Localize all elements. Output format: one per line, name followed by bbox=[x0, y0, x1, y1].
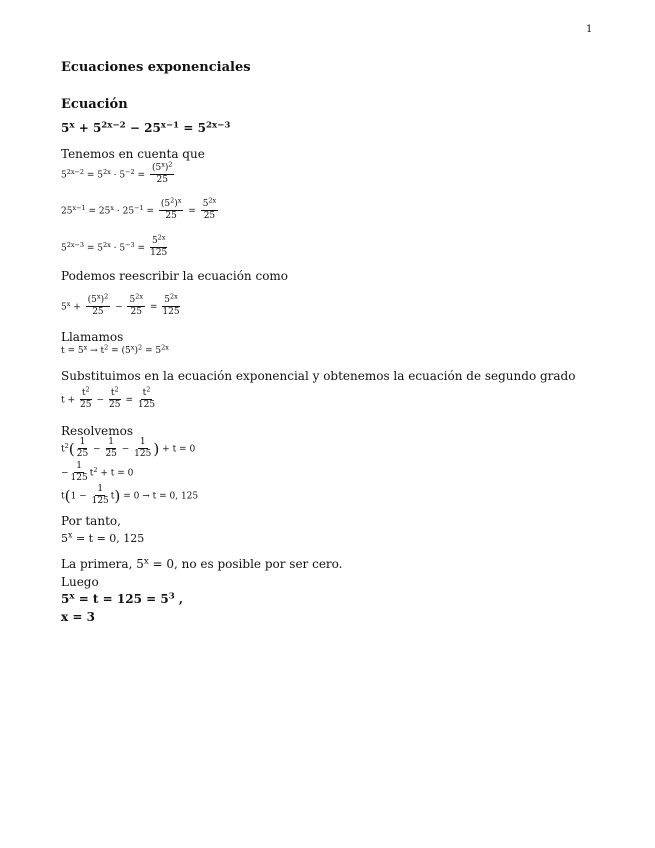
solve-step-1: $t^2$( $\frac{1}{25}$ − $\frac{1}{25}$ − $\frac{1}{125}$ ) + t = 0 bbox=[61, 437, 196, 460]
identity-1: $5^{2x-2} = 5^{2x} \cdot 5^{-2}$ = $\frac{(5^x)^2}{25}$ bbox=[61, 160, 173, 186]
solutions-line: $5^x = t = 0$, 125 bbox=[61, 530, 145, 545]
main-equation: $5^x + 5^{2x-2} - 25^{x-1} = 5^{2x-3}$ bbox=[61, 120, 231, 135]
quadratic-equation: t + $\frac{t^2}{25}$ − $\frac{t^2}{25}$ = $\frac{t^2}{125}$ bbox=[61, 385, 156, 411]
paragraph-tenemos: Tenemos en cuenta que bbox=[61, 147, 205, 161]
paragraph-podemos: Podemos reescribir la ecuación como bbox=[61, 269, 289, 283]
solve-step-2: − $\frac{1}{125}$ $t^2 + t = 0$ bbox=[61, 461, 134, 484]
paragraph-portanto: Por tanto, bbox=[61, 514, 121, 528]
page-number: 1 bbox=[586, 24, 593, 35]
rewritten-equation: $5^x$ + $\frac{(5^x)^2}{25}$ − $\frac{5^{2x}}{25}$ = $\frac{5^{2x}}{125}$ bbox=[61, 292, 180, 318]
identity-3: $5^{2x-3} = 5^{2x} \cdot 5^{-3}$ = $\frac{5^{2x}}{125}$ bbox=[61, 233, 168, 259]
page-title: Ecuaciones exponenciales bbox=[61, 60, 251, 75]
final-solution: x = 3 bbox=[61, 610, 95, 624]
final-equation: $5^x = t = 125 = 5^3$ , bbox=[61, 591, 184, 606]
paragraph-luego: Luego bbox=[61, 575, 99, 589]
solve-step-3: t(1 − $\frac{1}{125}$ t) = 0 → t = 0, 125 bbox=[61, 484, 199, 507]
paragraph-primera: La primera, $5^x = 0$, no es posible por ser cero. bbox=[61, 556, 343, 571]
identity-2: $25^{x-1} = 25^x \cdot 25^{-1}$ = $\frac{(5^2)^x}{25}$ = $\frac{5^{2x}}{25}$ bbox=[61, 196, 217, 222]
paragraph-resolvemos: Resolvemos bbox=[61, 424, 133, 438]
section-heading: Ecuación bbox=[61, 97, 128, 112]
substitution-definition: $t = 5^x \to t^2 = (5^x)^2 = 5^{2x}$ bbox=[61, 343, 169, 356]
paragraph-llamamos: Llamamos bbox=[61, 330, 124, 344]
paragraph-substituimos: Substituimos en la ecuación exponencial y obtenemos la ecuación de segundo grado bbox=[61, 369, 576, 383]
